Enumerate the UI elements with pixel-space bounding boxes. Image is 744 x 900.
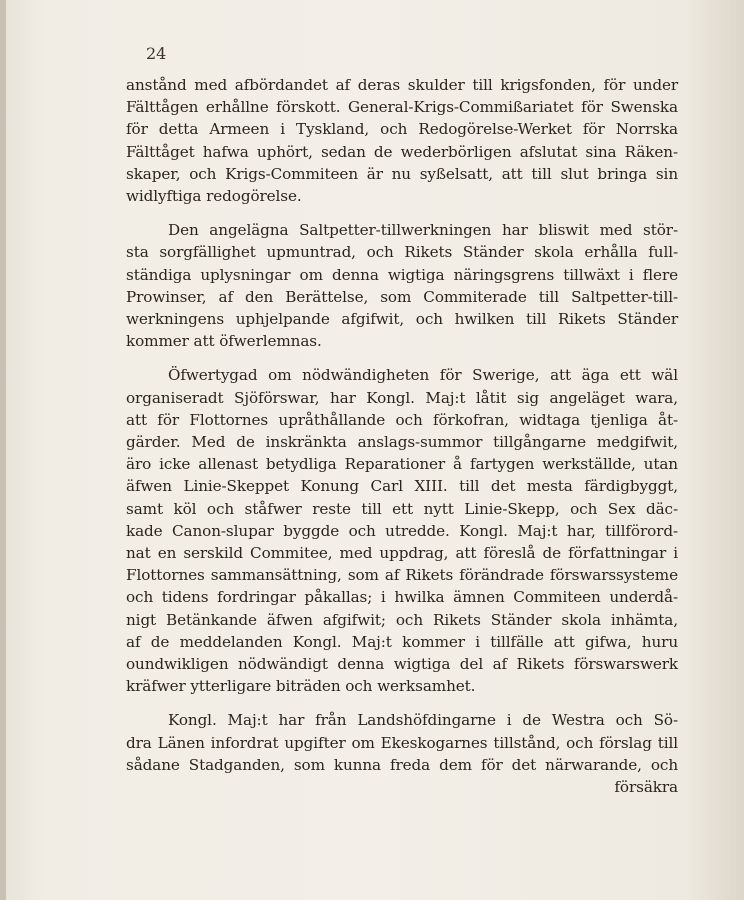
body-text bbox=[126, 74, 678, 798]
text-line: Kongl. Maj:t har från Landshöfdingarne i de Westra och Sö- bbox=[168, 711, 678, 730]
text-line: Fälttåget hafwa uphört, sedan de wederbörligen afslutat sina Räken- bbox=[126, 142, 678, 161]
paragraph bbox=[126, 219, 678, 352]
text-line: för detta Armeen i Tyskland, och Redogörelse-Werket för Norrska bbox=[126, 120, 678, 139]
text-line: nigt Betänkande äfwen afgifwit; och Rikets Ständer skola inhämta, bbox=[126, 610, 678, 629]
text-line: och tidens fordringar påkallas; i hwilka ämnen Commiteen underdå- bbox=[126, 588, 678, 607]
text-line: sådane Stadganden, som kunna freda dem för det närwarande, och bbox=[126, 755, 678, 774]
text-line: kommer att öfwerlemnas. bbox=[126, 332, 322, 351]
text-line: werkningens uphjelpande afgifwit, och hwilken till Rikets Ständer bbox=[126, 310, 678, 329]
page-number: 24 bbox=[146, 44, 167, 63]
text-line: nat en serskild Commitee, med uppdrag, att föreslå de författningar i bbox=[126, 544, 678, 563]
text-line: Öfwertygad om nödwändigheten för Swerige, att äga ett wäl bbox=[168, 366, 678, 385]
text-line: äfwen Linie-Skeppet Konung Carl XIII. till det mesta färdigbyggt, bbox=[126, 477, 678, 496]
text-line: ständiga uplysningar om denna wigtiga näringsgrens tillwäxt i flere bbox=[126, 265, 678, 284]
text-line: samt köl och ståfwer reste till ett nytt Linie-Skepp, och Sex däc- bbox=[126, 499, 678, 518]
text-line: organiseradt Sjöförswar, har Kongl. Maj:t låtit sig angeläget wara, bbox=[126, 388, 678, 407]
text-line: Prowinser, af den Berättelse, som Commiterade till Saltpetter-till- bbox=[126, 287, 678, 306]
text-line: oundwikligen nödwändigt denna wigtiga del af Rikets förswarswerk bbox=[126, 655, 678, 674]
text-line: sta sorgfällighet upmuntrad, och Rikets Ständer skola erhålla full- bbox=[126, 243, 678, 262]
text-line: kräfwer ytterligare biträden och werksamhet. bbox=[126, 677, 476, 696]
text-line: att för Flottornes upråthållande och förkofran, widtaga tjenliga åt- bbox=[126, 410, 678, 429]
paragraph bbox=[126, 709, 678, 776]
paragraph bbox=[126, 74, 678, 207]
text-line: af de meddelanden Kongl. Maj:t kommer i tillfälle att gifwa, huru bbox=[126, 632, 678, 651]
text-line: anstånd med afbördandet af deras skulder till krigsfonden, för under bbox=[126, 76, 678, 94]
text-line: dra Länen infordrat upgifter om Ekeskogarnes tillstånd, och förslag till bbox=[126, 733, 678, 752]
text-line: skaper, och Krigs-Commiteen är nu syßelsatt, att till slut bringa sin bbox=[126, 164, 678, 183]
catchword: försäkra bbox=[614, 778, 678, 797]
text-line: Fälttågen erhållne förskott. General-Krigs-Commißariatet för Swenska bbox=[126, 98, 678, 117]
text-line: kade Canon-slupar byggde och utredde. Kongl. Maj:t har, tillförord- bbox=[126, 521, 678, 540]
text-line: Den angelägna Saltpetter-tillwerkningen har bliswit med stör- bbox=[168, 221, 678, 240]
paragraph bbox=[126, 364, 678, 697]
text-line: Flottornes sammansättning, som af Rikets förändrade förswarssysteme bbox=[126, 566, 678, 585]
text-line: widlyftiga redogörelse. bbox=[126, 187, 302, 206]
text-line: äro icke allenast betydliga Reparationer å fartygen werkställde, utan bbox=[126, 455, 678, 474]
text-line: gärder. Med de inskränkta anslags-summor tillgångarne medgifwit, bbox=[126, 433, 678, 452]
